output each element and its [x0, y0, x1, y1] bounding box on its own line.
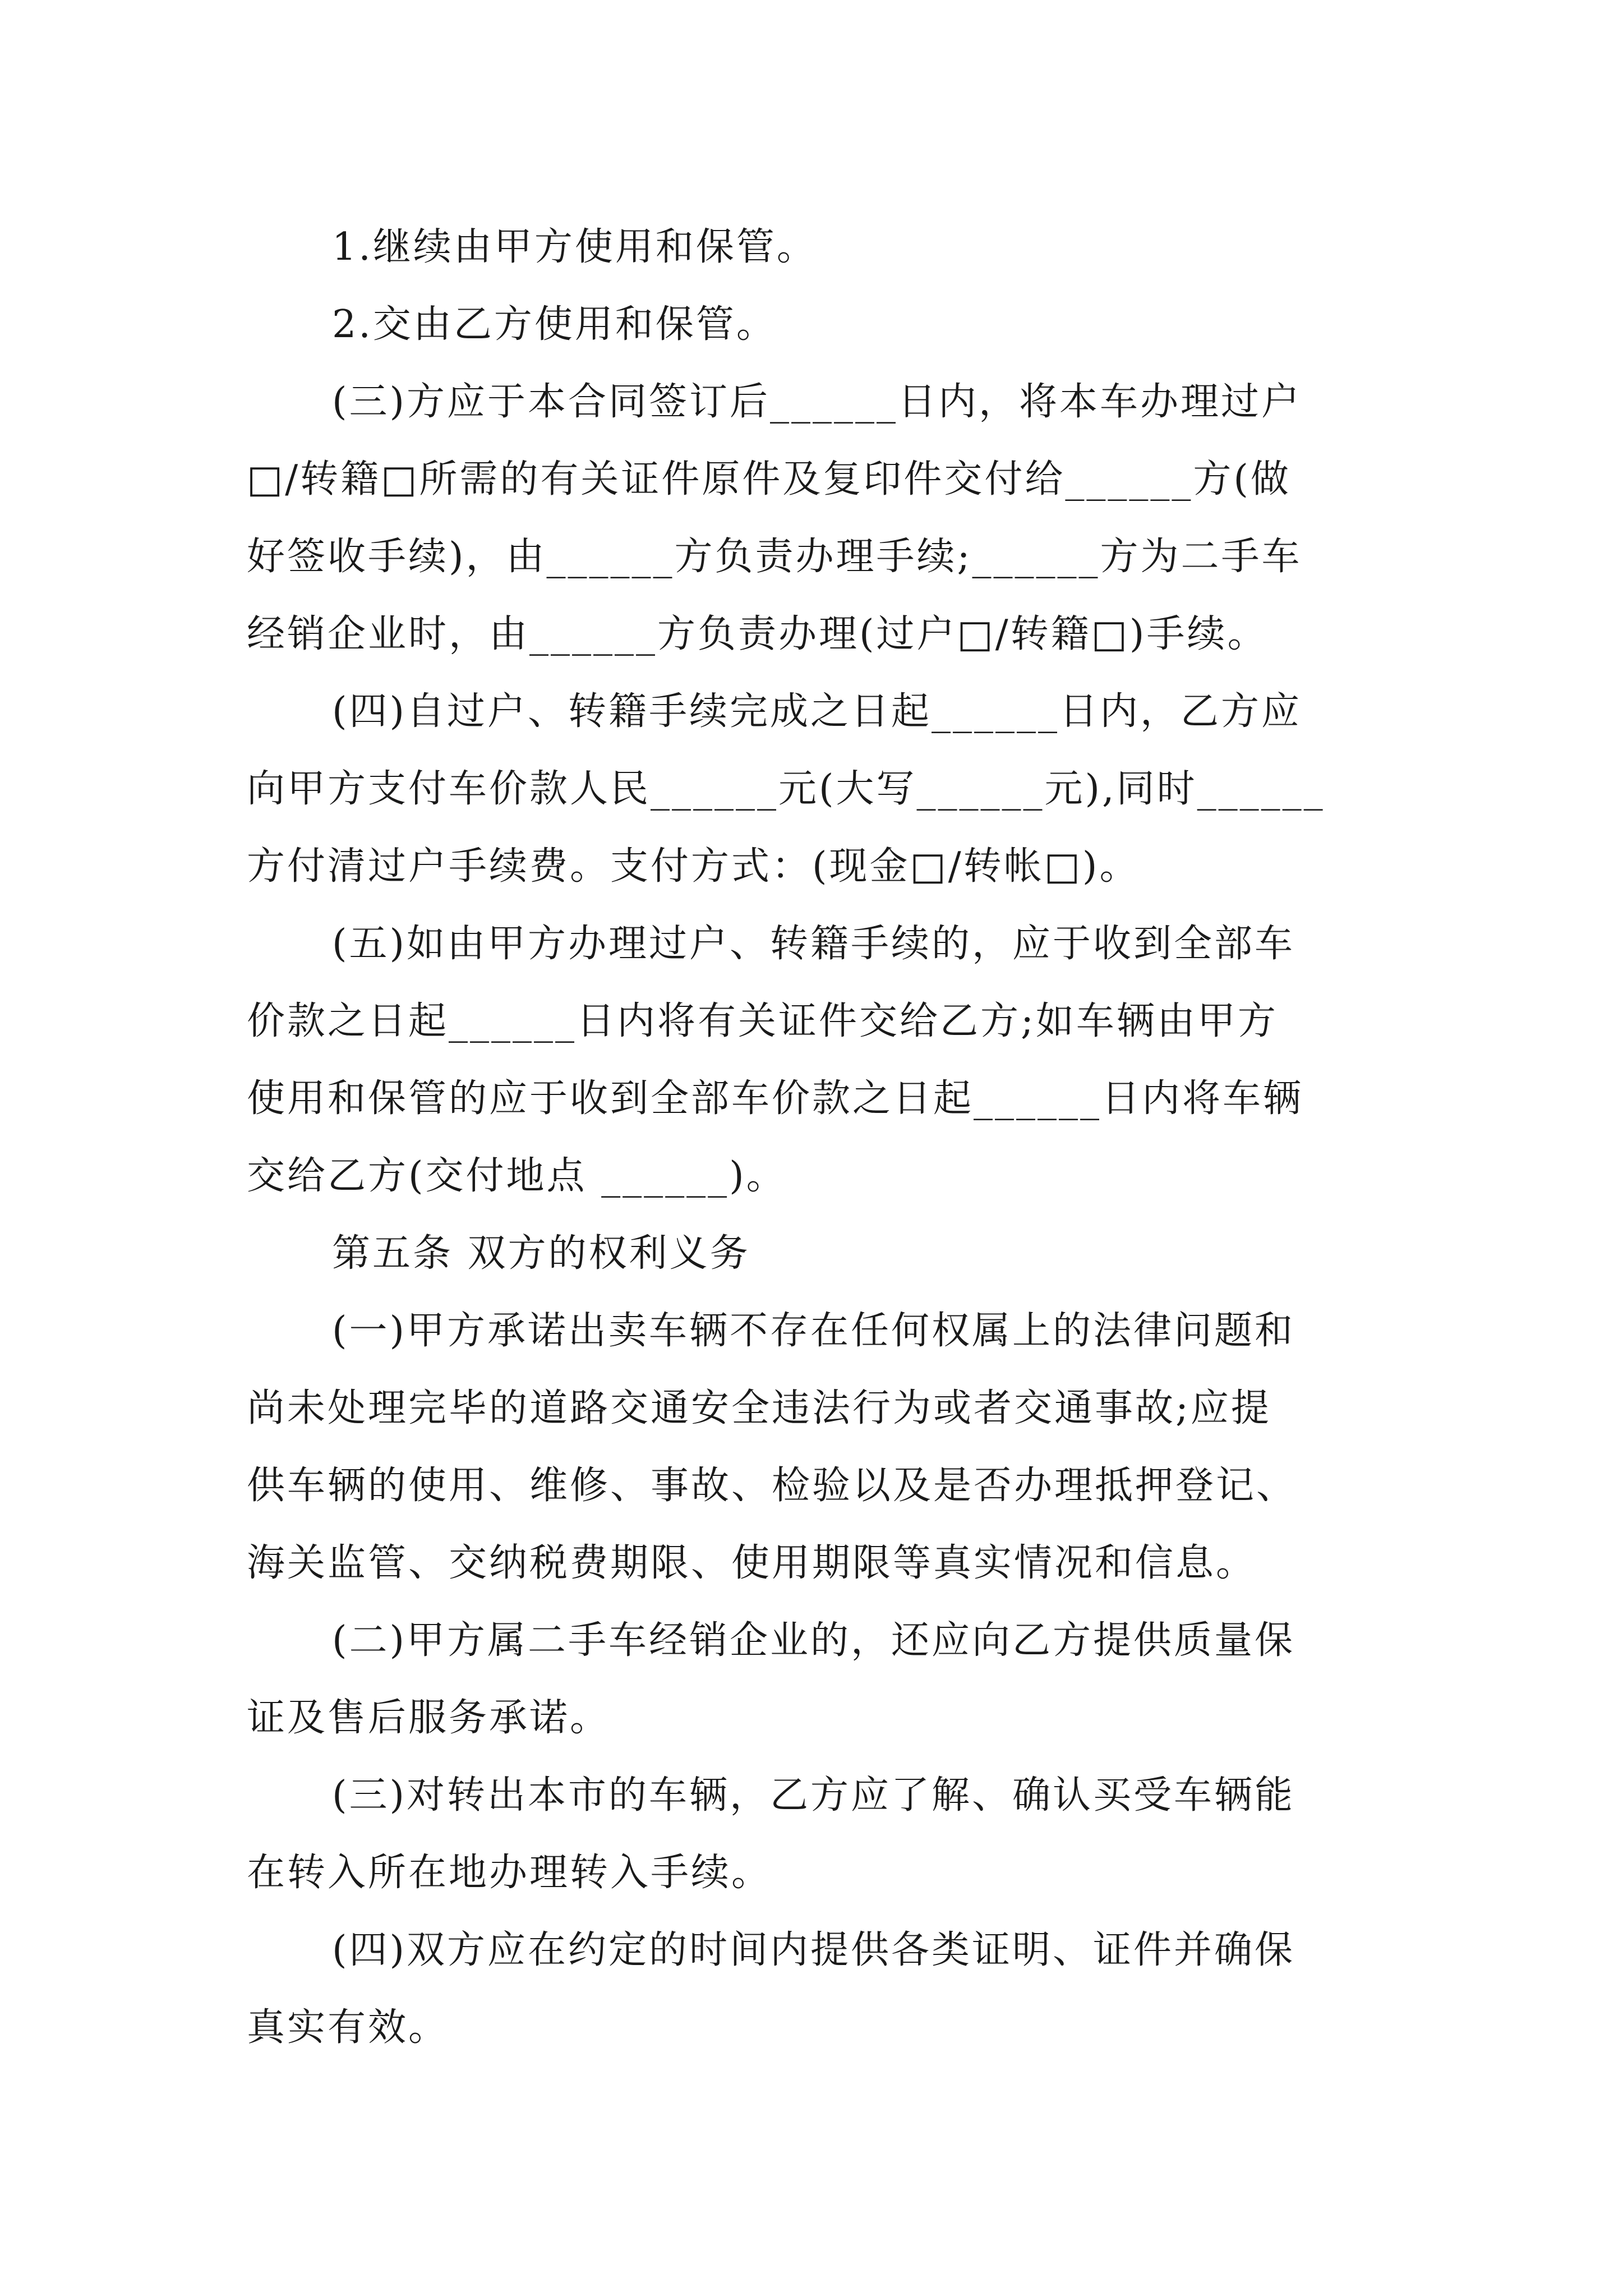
text-line: □/转籍□所需的有关证件原件及复印件交付给______方(做 [247, 457, 1291, 501]
text-line: 方付清过户手续费。支付方式：(现金□/转帐□)。 [247, 844, 1140, 889]
text-line: (四)自过户、转籍手续完成之日起______日内，乙方应 [332, 689, 1302, 734]
text-line: 真实有效。 [247, 2005, 449, 2050]
text-line: 向甲方支付车价款人民______元(大写______元),同时______ [247, 767, 1325, 811]
text-line: 尚未处理完毕的道路交通安全违法行为或者交通事故;应提 [247, 1386, 1271, 1430]
text-line: 在转入所在地办理转入手续。 [247, 1851, 772, 1895]
text-line: (三)方应于本合同签订后______日内，将本车办理过户 [332, 380, 1302, 424]
text-line: (一)甲方承诺出卖车辆不存在任何权属上的法律问题和 [332, 1309, 1295, 1353]
text-line: 第五条 双方的权利义务 [332, 1231, 750, 1276]
text-line: 经销企业时，由______方负责办理(过户□/转籍□)手续。 [247, 612, 1268, 656]
text-line: (二)甲方属二手车经销企业的，还应向乙方提供质量保 [332, 1618, 1295, 1663]
text-line: 交给乙方(交付地点 ______)。 [247, 1154, 787, 1198]
text-line: 价款之日起______日内将有关证件交给乙方;如车辆由甲方 [247, 999, 1278, 1043]
text-line: 海关监管、交纳税费期限、使用期限等真实情况和信息。 [247, 1541, 1257, 1585]
text-line: (五)如由甲方办理过户、转籍手续的，应于收到全部车 [332, 922, 1295, 966]
text-line: (四)双方应在约定的时间内提供各类证明、证件并确保 [332, 1928, 1295, 1972]
text-line: 1.继续由甲方使用和保管。 [332, 225, 817, 269]
text-line: 供车辆的使用、维修、事故、检验以及是否办理抵押登记、 [247, 1464, 1297, 1508]
text-line: 2.交由乙方使用和保管。 [332, 302, 777, 347]
contract-body [247, 209, 1385, 2067]
text-line: 好签收手续)，由______方负责办理手续;______方为二手车 [247, 535, 1302, 579]
text-line: 证及售后服务承诺。 [247, 1696, 611, 1740]
text-line: 使用和保管的应于收到全部车价款之日起______日内将车辆 [247, 1076, 1304, 1121]
text-line: (三)对转出本市的车辆，乙方应了解、确认买受车辆能 [332, 1773, 1295, 1818]
